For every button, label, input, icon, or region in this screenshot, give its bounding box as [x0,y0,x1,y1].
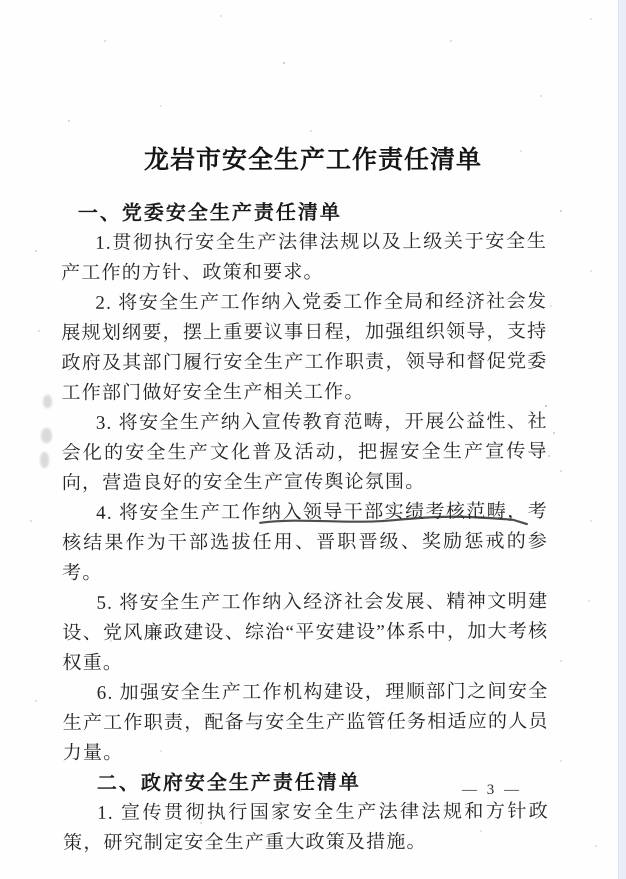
section-2-item-1: 1. 宣传贯彻执行国家安全生产法律法规和方针政策，研究制定安全生产重大政策及措施。 [63,801,550,854]
scan-smudge [41,428,52,443]
section-2-heading: 二、政府安全生产责任清单 [96,771,361,795]
document-title: 龙岩市安全生产工作责任清单 [143,147,482,174]
item-4-prefix-text: 4. 将安全生产工作 [96,502,263,524]
scan-noise-dots [0,0,2,2]
page-number: — 3 — [462,782,522,798]
document-body [61,197,549,859]
item-4-suffix-text: 考核结果作为干部选拔任用、晋职晋级、奖励惩戒的参考。 [62,501,549,584]
scan-edge-strip [618,0,626,879]
item-4-underlined-text: 纳入领导干部实绩考核范畴， [262,501,528,524]
section-1-item-1: 1.贯彻执行安全生产法律法规以及上级关于安全生产工作的方针、政策和要求。 [61,231,548,284]
section-1-heading: 一、党委安全生产责任清单 [77,201,342,225]
section-1-item-4 [62,497,548,589]
section-1-item-6: 6. 加强安全生产工作机构建设，理顺部门之间安全生产工作职责，配备与安全生产监管任务相适应的人员力量。 [62,681,549,764]
section-1-item-2: 2. 将安全生产工作纳入党委工作全局和经济社会发展规划纲要，摆上重要议事日程，加强组织领导，支持政府及其部门履行安全生产工作职责，领导和督促党委工作部门做好安全生产相关工作。 [61,291,548,404]
item-4-underlined-phrase [262,501,528,523]
section-1-item-5: 5. 将安全生产工作纳入经济社会发展、精神文明建设、党风廉政建设、综治“平安建设”体系中，加大考核权重。 [62,591,549,674]
scan-smudge [40,452,49,468]
section-1-item-3: 3. 将安全生产纳入宣传教育范畴，开展公益性、社会化的安全生产文化普及活动，把握安全生产宣传导向，营造良好的安全生产宣传舆论氛围。 [61,411,548,494]
scan-smudge [43,395,52,408]
